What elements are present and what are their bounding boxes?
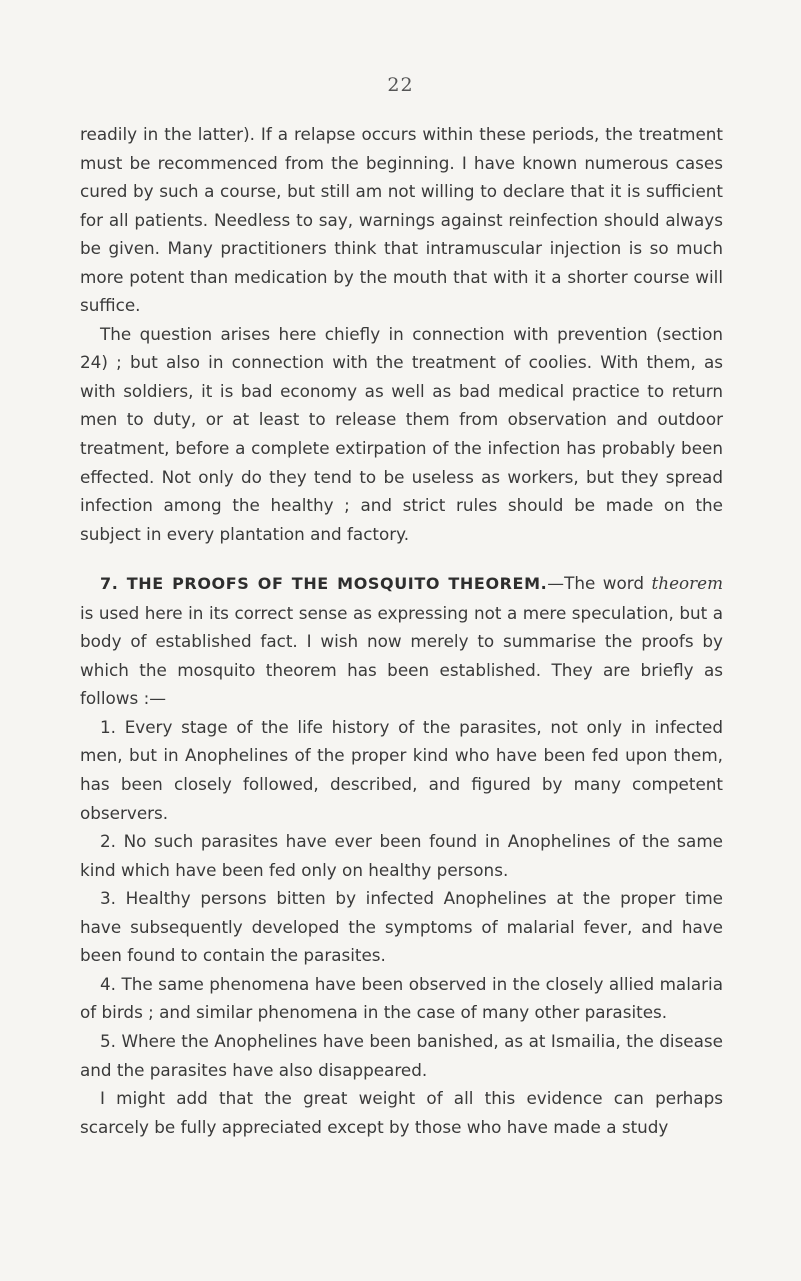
paragraph-relapse: readily in the latter). If a relapse occurs within these periods, the treatment must be recommenced from the beginning. I have known numerous cases cured by such a course, but still am not willing to declare that it is sufficient for all patients. Needless to say, warnings against reinfection should always be given. Many practitioners think that intramuscular injection is so much more potent than medication by the mouth that with it a shorter course will suffice. <box>80 124 723 316</box>
page-body <box>80 120 723 1141</box>
proof-item-2: 2. No such parasites have ever been found in Anophelines of the same kind which have been fed only on healthy persons. <box>80 831 723 880</box>
paragraph-closing: I might add that the great weight of all this evidence can perhaps scarcely be fully appreciated except by those who have made a study <box>80 1088 723 1137</box>
proof-item-5: 5. Where the Anophelines have been banished, as at Ismailia, the disease and the parasites have also disappeared. <box>80 1030 723 1080</box>
paragraph-coolies: The question arises here chiefly in connection with prevention (section 24) ; but also in connection with the treatment of coolies. With them, as with soldiers, it is bad economy as well as bad medical practice to return men to duty, or at least to release them from observation and outdoor treatment, before a complete extirpation of the infection has probably been effected. Not only do they tend to be useless as workers, but they spread infection among the healthy ; and strict rules should be made on the subject in every plantation and factory. <box>80 323 723 544</box>
proof-item-4: 4. The same phenomena have been observed in the closely allied malaria of birds ; and similar phenomena in the case of many other parasites. <box>80 973 723 1023</box>
section-7-paragraph <box>80 569 723 713</box>
section-7-text: is used here in its correct sense as expressing not a mere speculation, but a body of established fact. I wish now merely to summarise the proofs by which the mosquito theorem has been established. They are briefly as follows :— <box>80 602 723 709</box>
section-7-italic-theorem: theorem <box>651 573 723 594</box>
proof-item-3: 3. Healthy persons bitten by infected Anophelines at the proper time have subsequently developed the symptoms of malarial fever, and have been found to contain the parasites. <box>80 888 723 966</box>
section-7-heading: 7. THE PROOFS OF THE MOSQUITO THEOREM. <box>100 574 548 594</box>
proof-item-1: 1. Every stage of the life history of the parasites, not only in infected men, but in Anophelines of the proper kind who have been fed upon them, has been closely followed, described, and figured by many competent observers. <box>80 716 723 823</box>
section-7-dash: —The word <box>547 573 652 594</box>
page-number: 22 <box>387 74 414 96</box>
